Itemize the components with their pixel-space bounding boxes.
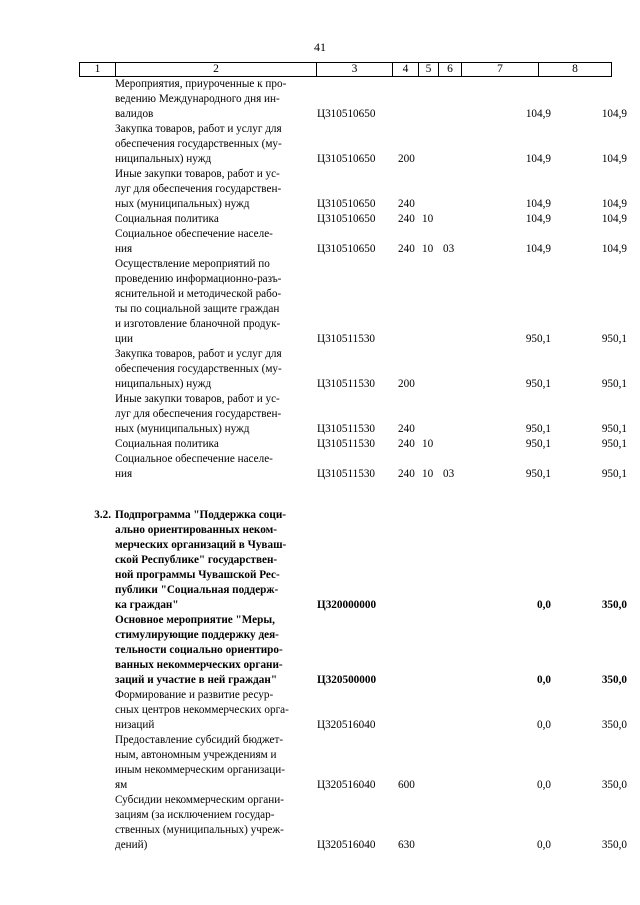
row-name-line: Подпрограмма "Поддержка соци- bbox=[115, 509, 286, 521]
row-name bbox=[115, 613, 311, 688]
row-value-8: 104,9 bbox=[601, 108, 627, 120]
row-name bbox=[115, 733, 311, 793]
row-col-5: 10 bbox=[422, 438, 434, 450]
row-col-4: 240 bbox=[398, 213, 415, 225]
table-row bbox=[0, 392, 640, 437]
row-col-4: 240 bbox=[398, 198, 415, 210]
table-row bbox=[0, 793, 640, 853]
table-row bbox=[0, 347, 640, 392]
row-name bbox=[115, 227, 311, 257]
row-name bbox=[115, 77, 311, 122]
row-col-5: 10 bbox=[422, 213, 434, 225]
row-name-line: дений) bbox=[115, 839, 148, 851]
row-value-7: 104,9 bbox=[525, 198, 551, 210]
table-row bbox=[0, 77, 640, 122]
row-value-8: 950,1 bbox=[601, 438, 627, 450]
row-value-7: 950,1 bbox=[525, 378, 551, 390]
row-value-7: 0,0 bbox=[537, 674, 551, 686]
row-name-line: ведению Международного дня ин- bbox=[115, 93, 280, 105]
row-value-7: 104,9 bbox=[525, 153, 551, 165]
row-name-line: Иные закупки товаров, работ и ус- bbox=[115, 168, 280, 180]
row-name bbox=[115, 167, 311, 212]
row-value-8: 104,9 bbox=[601, 198, 627, 210]
header-col-2: 2 bbox=[116, 63, 317, 76]
row-name-line: ской Республике" государствен- bbox=[115, 554, 278, 566]
row-col-4: 600 bbox=[398, 779, 415, 791]
table-row bbox=[0, 122, 640, 167]
table-row bbox=[0, 167, 640, 212]
row-name-line: ственных (муниципальных) учреж- bbox=[115, 824, 284, 836]
row-col-6: 03 bbox=[443, 243, 455, 255]
row-value-7: 950,1 bbox=[525, 423, 551, 435]
row-name-line: Социальное обеспечение населе- bbox=[115, 453, 273, 465]
row-value-8: 950,1 bbox=[601, 333, 627, 345]
row-name-line: луг для обеспечения государствен- bbox=[115, 408, 282, 420]
header-col-7: 7 bbox=[462, 63, 539, 76]
header-col-1: 1 bbox=[80, 63, 116, 76]
row-value-8: 350,0 bbox=[601, 839, 627, 851]
row-col-4: 240 bbox=[398, 423, 415, 435]
row-value-8: 350,0 bbox=[601, 599, 627, 611]
row-value-7: 0,0 bbox=[537, 779, 551, 791]
header-col-8: 8 bbox=[572, 63, 578, 75]
row-value-8: 104,9 bbox=[601, 153, 627, 165]
row-name-line: Основное мероприятие "Меры, bbox=[115, 614, 275, 626]
row-name-line: валидов bbox=[115, 108, 154, 120]
row-name-line: Социальное обеспечение населе- bbox=[115, 228, 273, 240]
row-number: 3.2. bbox=[94, 509, 111, 521]
row-name-line: ям bbox=[115, 779, 128, 791]
row-name bbox=[115, 508, 311, 613]
table-body bbox=[0, 77, 640, 853]
row-code: Ц310510650 bbox=[317, 198, 376, 210]
row-value-7: 104,9 bbox=[525, 108, 551, 120]
row-name-line: заций и участие в ней граждан" bbox=[115, 674, 278, 686]
row-name-line: ным, автономным учреждениям и bbox=[115, 749, 277, 761]
row-col-6: 03 bbox=[443, 468, 455, 480]
row-name-line: Субсидии некоммерческим органи- bbox=[115, 794, 284, 806]
row-name bbox=[115, 122, 311, 167]
row-name-line: ванных некоммерческих органи- bbox=[115, 659, 283, 671]
row-code: Ц320516040 bbox=[317, 719, 376, 731]
row-value-7: 0,0 bbox=[537, 719, 551, 731]
row-name-line: ниципальных) нужд bbox=[115, 153, 212, 165]
row-code: Ц320500000 bbox=[317, 674, 377, 686]
row-name-line: Закупка товаров, работ и услуг для bbox=[115, 123, 282, 135]
row-name-line: Формирование и развитие ресур- bbox=[115, 689, 274, 701]
row-value-7: 0,0 bbox=[537, 599, 551, 611]
row-value-8: 950,1 bbox=[601, 423, 627, 435]
row-name-line: ной программы Чувашской Рес- bbox=[115, 569, 280, 581]
row-name-line: обеспечения государственных (му- bbox=[115, 138, 282, 150]
row-col-4: 240 bbox=[398, 468, 415, 480]
row-col-4: 240 bbox=[398, 243, 415, 255]
header-col-4: 4 bbox=[393, 63, 419, 76]
row-name bbox=[115, 257, 311, 347]
row-code: Ц310511530 bbox=[317, 468, 376, 480]
row-code: Ц310511530 bbox=[317, 333, 376, 345]
row-code: Ц310511530 bbox=[317, 438, 376, 450]
table-row bbox=[0, 613, 640, 688]
row-value-7: 950,1 bbox=[525, 468, 551, 480]
row-name-line: ных (муниципальных) нужд bbox=[115, 198, 250, 210]
table-row bbox=[0, 452, 640, 482]
row-name-line: тельности социально ориентиро- bbox=[115, 644, 283, 656]
row-name-line: Предоставление субсидий бюджет- bbox=[115, 734, 284, 746]
row-value-7: 950,1 bbox=[525, 438, 551, 450]
table-row bbox=[0, 437, 640, 452]
row-value-7: 104,9 bbox=[525, 243, 551, 255]
row-col-4: 240 bbox=[398, 438, 415, 450]
row-code: Ц310510650 bbox=[317, 108, 376, 120]
row-code: Ц320000000 bbox=[317, 599, 377, 611]
row-name-line: ты по социальной защите граждан bbox=[115, 303, 280, 315]
row-code: Ц310510650 bbox=[317, 243, 376, 255]
row-name-line: стимулирующие поддержку дея- bbox=[115, 629, 279, 641]
table-row bbox=[0, 688, 640, 733]
row-code: Ц310510650 bbox=[317, 153, 376, 165]
row-name-line: ниципальных) нужд bbox=[115, 378, 212, 390]
header-col-5: 5 bbox=[419, 63, 439, 76]
row-col-4: 630 bbox=[398, 839, 415, 851]
row-name bbox=[115, 793, 311, 853]
table-row bbox=[0, 733, 640, 793]
row-name bbox=[115, 688, 311, 733]
row-name-line: ции bbox=[115, 333, 133, 345]
row-value-8: 350,0 bbox=[601, 674, 627, 686]
header-col-3: 3 bbox=[317, 63, 393, 76]
row-value-7: 0,0 bbox=[537, 839, 551, 851]
row-name-line: зациям (за исключением государ- bbox=[115, 809, 275, 821]
table-row bbox=[0, 508, 640, 613]
row-name-line: Социальная политика bbox=[115, 438, 219, 450]
row-name bbox=[115, 347, 311, 392]
row-value-7: 104,9 bbox=[525, 213, 551, 225]
row-value-8: 350,0 bbox=[601, 719, 627, 731]
row-name-line: публики "Социальная поддерж- bbox=[115, 584, 279, 596]
row-name-line: Иные закупки товаров, работ и ус- bbox=[115, 393, 280, 405]
row-name-line: ния bbox=[115, 468, 133, 480]
row-code: Ц320516040 bbox=[317, 779, 376, 791]
row-name-line: Закупка товаров, работ и услуг для bbox=[115, 348, 282, 360]
row-name-line: ка граждан" bbox=[115, 599, 179, 611]
row-code: Ц320516040 bbox=[317, 839, 376, 851]
row-name-line: Мероприятия, приуроченные к про- bbox=[115, 78, 287, 90]
row-name-line: ных (муниципальных) нужд bbox=[115, 423, 250, 435]
row-name-line: иным некоммерческим организаци- bbox=[115, 764, 285, 776]
header-col-6: 6 bbox=[439, 63, 462, 76]
row-col-5: 10 bbox=[422, 468, 434, 480]
row-value-8: 104,9 bbox=[601, 213, 627, 225]
table-row bbox=[0, 227, 640, 257]
row-name-line: обеспечения государственных (му- bbox=[115, 363, 282, 375]
row-name-line: ально ориентированных неком- bbox=[115, 524, 277, 536]
row-name bbox=[115, 212, 311, 227]
row-value-8: 950,1 bbox=[601, 468, 627, 480]
row-name-line: мерческих организаций в Чуваш- bbox=[115, 539, 287, 551]
row-name-line: Осуществление мероприятий по bbox=[115, 258, 270, 270]
table-row bbox=[0, 212, 640, 227]
row-value-8: 104,9 bbox=[601, 243, 627, 255]
row-code: Ц310511530 bbox=[317, 423, 376, 435]
row-name-line: Социальная политика bbox=[115, 213, 219, 225]
row-col-5: 10 bbox=[422, 243, 434, 255]
row-value-7: 950,1 bbox=[525, 333, 551, 345]
row-name-line: ния bbox=[115, 243, 133, 255]
table-row bbox=[0, 257, 640, 347]
row-name-line: и изготовление бланочной продук- bbox=[115, 318, 281, 330]
row-name bbox=[115, 452, 311, 482]
row-name-line: сных центров некоммерческих орга- bbox=[115, 704, 289, 716]
row-name-line: луг для обеспечения государствен- bbox=[115, 183, 282, 195]
row-col-4: 200 bbox=[398, 153, 415, 165]
row-name bbox=[115, 392, 311, 437]
row-name-line: проведению информационно-разъ- bbox=[115, 273, 282, 285]
row-name bbox=[115, 437, 311, 452]
table-header bbox=[79, 62, 612, 77]
row-col-4: 200 bbox=[398, 378, 415, 390]
row-name-line: яснительной и методической рабо- bbox=[115, 288, 282, 300]
row-code: Ц310510650 bbox=[317, 213, 376, 225]
page-number: 41 bbox=[314, 40, 326, 54]
row-name-line: низаций bbox=[115, 719, 155, 731]
row-value-8: 950,1 bbox=[601, 378, 627, 390]
row-value-8: 350,0 bbox=[601, 779, 627, 791]
row-code: Ц310511530 bbox=[317, 378, 376, 390]
